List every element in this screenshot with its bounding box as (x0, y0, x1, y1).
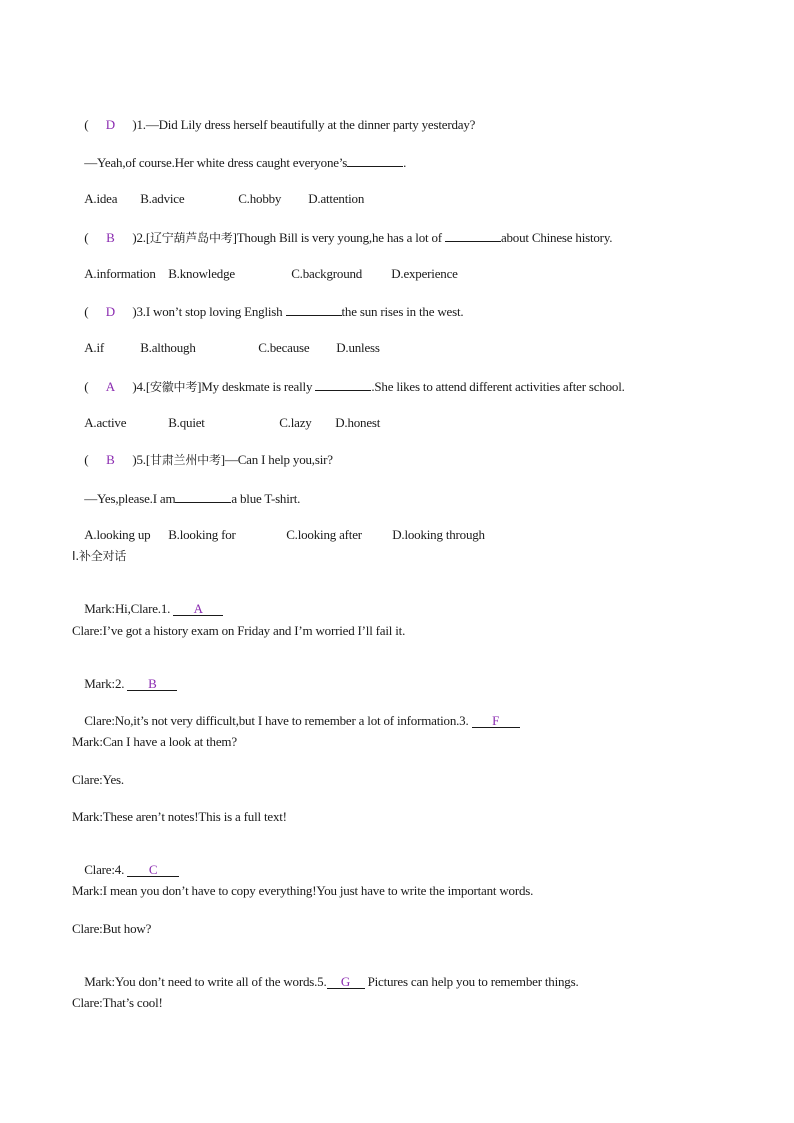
option: A.looking up (84, 527, 151, 542)
option: C.background (291, 266, 363, 281)
question-1-reply: —Yeah,of course.Her white dress caught everyone’s . (84, 155, 407, 170)
answer-4: A (105, 379, 115, 394)
question-5-options (72, 511, 485, 559)
dialogue-line-6: Clare:Yes. (72, 772, 124, 787)
dialogue-line-1: Mark:Hi,Clare.1. A (72, 585, 223, 633)
dialogue-line-9: Mark:I mean you don’t have to copy everything!You just have to write the important words. (72, 883, 534, 898)
option: A.information (84, 266, 156, 281)
option: B.looking for (168, 527, 236, 542)
answer-2: B (106, 230, 115, 245)
answer-5: B (106, 452, 115, 467)
option: A.idea (84, 191, 118, 206)
question-5-reply: —Yes,please.I am a blue T-shirt. (84, 491, 301, 506)
section-title: Ⅰ.补全对话 (72, 549, 127, 563)
question-5: ( B )5.[甘肃兰州中考]—Can I help you,sir? (84, 452, 333, 467)
answer-1: D (105, 117, 115, 132)
dialogue-line-10: Clare:But how? (72, 921, 152, 936)
blank (347, 154, 403, 167)
dialogue-line-4: Clare:No,it’s not very difficult,but I have to remember a lot of information.3. F (72, 697, 520, 745)
option: A.if (84, 340, 104, 355)
question-3: ( D )3.I won’t stop loving English the sun rises in the west. (84, 304, 464, 319)
option: C.hobby (238, 191, 282, 206)
answer-blank-2: B (127, 677, 177, 691)
option: D.looking through (392, 527, 485, 542)
blank (175, 490, 231, 503)
source-tag: 甘肃兰州中考 (149, 453, 221, 467)
option: C.looking after (286, 527, 362, 542)
blank (286, 303, 342, 316)
answer-3: D (105, 304, 115, 319)
source-tag: 辽宁葫芦岛中考 (149, 231, 233, 245)
option: B.advice (140, 191, 185, 206)
blank (445, 229, 501, 242)
option: D.unless (336, 340, 380, 355)
question-1: ( D )1.—Did Lily dress herself beautifully at the dinner party yesterday? (84, 117, 476, 132)
dialogue-line-3: Mark:2. B (72, 660, 177, 708)
dialogue-line-7: Mark:These aren’t notes!This is a full text! (72, 809, 287, 824)
option: C.because (258, 340, 310, 355)
option: B.quiet (168, 415, 205, 430)
answer-blank-1: A (173, 602, 223, 616)
option: D.experience (391, 266, 458, 281)
question-1-text: )1.—Did Lily dress herself beautifully at the dinner party yesterday? (132, 117, 476, 132)
dialogue-line-11: Mark:You don’t need to write all of the words.5. G Pictures can help you to remember things. (84, 974, 579, 989)
answer-blank-4: C (127, 863, 179, 877)
option: A.active (84, 415, 127, 430)
option: D.attention (308, 191, 365, 206)
dialogue-line-2: Clare:I’ve got a history exam on Friday and I’m worried I’ll fail it. (72, 623, 406, 638)
option: C.lazy (279, 415, 312, 430)
dialogue-line-8: Clare:4. C (72, 846, 179, 894)
option: D.honest (335, 415, 381, 430)
dialogue-line-12: Clare:That’s cool! (72, 995, 163, 1010)
option: B.knowledge (168, 266, 235, 281)
blank (315, 378, 371, 391)
question-2: ( B )2.[辽宁葫芦岛中考]Though Bill is very young,he has a lot of about Chinese history. (84, 230, 613, 245)
answer-blank-3: F (472, 714, 520, 728)
question-4: ( A )4.[安徽中考]My deskmate is really .She likes to attend different activities after school. (84, 379, 625, 394)
answer-blank-5: G (327, 975, 365, 989)
dialogue-line-5: Mark:Can I have a look at them? (72, 734, 237, 749)
option: B.although (140, 340, 196, 355)
source-tag: 安徽中考 (149, 380, 198, 394)
